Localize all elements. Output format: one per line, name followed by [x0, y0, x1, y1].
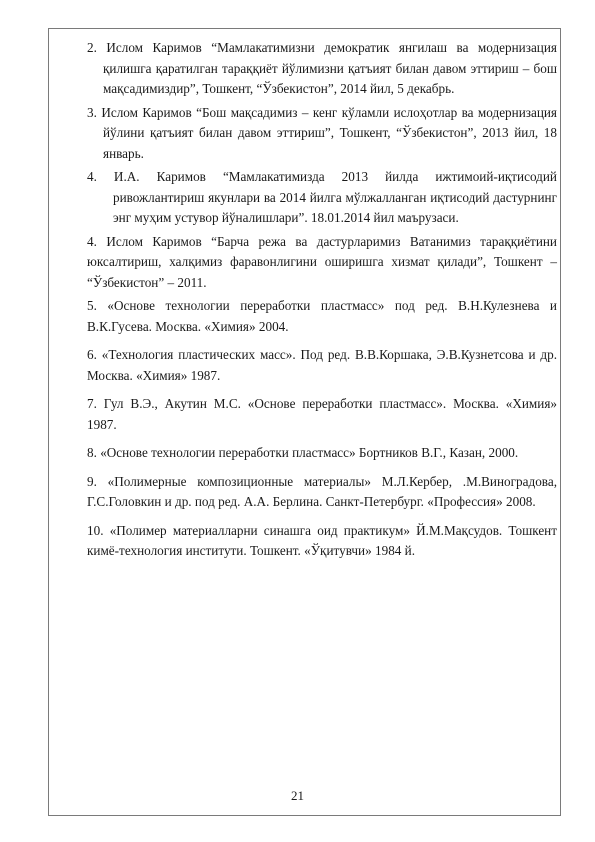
reference-item: 7. Гул В.Э., Акутин М.С. «Основе переработки пластмасс». Москва. «Химия» 1987. [87, 396, 557, 432]
reference-item: 3. Ислом Каримов “Бош мақсадимиз – кенг кўламли ислоҳотлар ва модернизация йўлини қатъият билан давом эттириш”, Тошкент, “Ўзбекистон”, 2013 йил, 18 январь. [87, 104, 557, 161]
reference-item: 4. Ислом Каримов “Барча режа ва дастурларимиз Ватанимиз тараққиётини юксалтириш, халқимиз фаравонлигини оширишга хизмат қилади”, Тошкент – “Ўзбекистон” – 2011. [87, 233, 557, 290]
page-number: 21 [291, 788, 304, 803]
reference-item: 2. Ислом Каримов “Мамлакатимизни демократик янгилаш ва модернизация қилишга қаратилган тараққиёт йўлимизни қатъият билан давом эттириш – бош мақсадимиздир”, Тошкент, “Ўзбекистон”, 2014 йил, 5 декабрь. [87, 40, 557, 96]
reference-item: 8. «Основе технологии переработки пластмасс» Бортников В.Г., Казан, 2000. [87, 445, 519, 460]
reference-item: 5. «Основе технологии переработки пластмасс» под ред. В.Н.Кулезнева и В.К.Гусева. Москва. «Химия» 2004. [87, 298, 557, 334]
reference-item: 10. «Полимер материалларни синашга оид практикум» Й.М.Мақсудов. Тошкент кимё-технология институти. Тошкент. «Ўқитувчи» 1984 й. [87, 522, 557, 558]
reference-item: 4. И.А. Каримов “Мамлакатимизда 2013 йилда ижтимоий-иқтисодий ривожлантириш якунлари ва 2014 йилга мўлжалланган иқтисодий дастурнинг энг муҳим устувор йўналишлари”. 18.01.2014 йил маърузаси. [87, 169, 557, 225]
reference-list [87, 38, 557, 562]
reference-item: 6. «Технология пластических масс». Под ред. В.В.Коршака, Э.В.Кузнетсова и др. Москва. «Химия» 1987. [87, 347, 557, 383]
reference-item: 9. «Полимерные композиционные материалы» М.Л.Кербер, .М.Виноградова, Г.С.Головкин и др. под ред. А.А. Берлина. Санкт-Петербург. «Профессия» 2008. [87, 473, 557, 509]
